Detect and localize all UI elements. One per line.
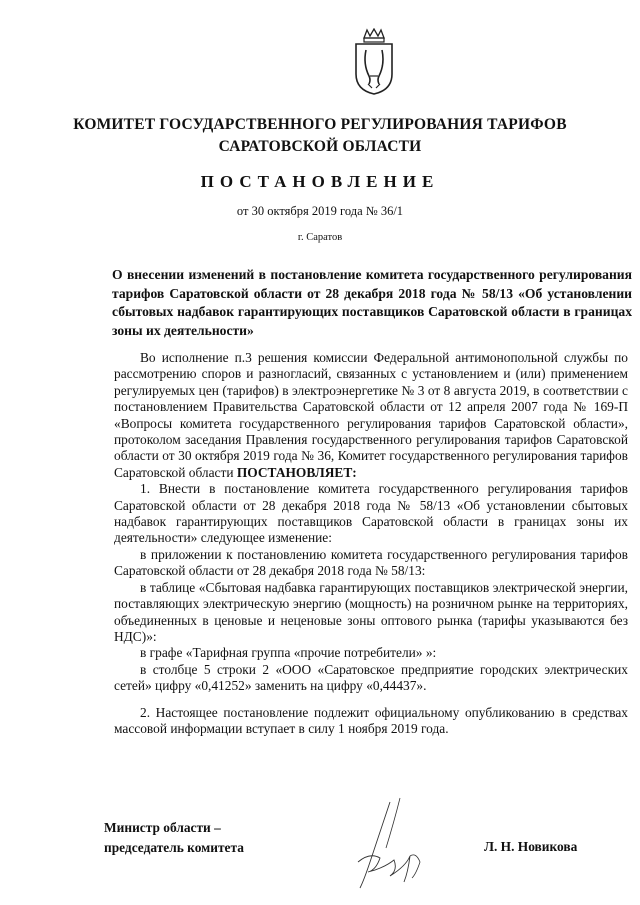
preamble-paragraph xyxy=(114,350,628,481)
document-date-number: от 30 октября 2019 года № 36/1 xyxy=(236,204,404,218)
coat-of-arms-icon xyxy=(350,28,398,96)
decree-word: ПОСТАНОВЛЯЕТ: xyxy=(236,464,357,480)
committee-name-line1: КОМИТЕТ ГОСУДАРСТВЕННОГО РЕГУЛИРОВАНИЯ ТАРИФОВ xyxy=(73,116,567,133)
item-2-paragraph: 2. Настоящее постановление подлежит официальному опубликованию в средствах массовой информации вступает в силу 1 ноября 2019 года. xyxy=(114,704,628,736)
document-type-title: ПОСТАНОВЛЕНИЕ xyxy=(200,172,440,191)
item-1-table-paragraph: в таблице «Сбытовая надбавка гарантирующих поставщиков электрической энергии, поставляющих электрическую энергию (мощность) на розничном рынке на территориях, объединенных в ценовые и неценовые зоны оптового рынка (тарифы указываются без НДС)»: xyxy=(114,579,628,644)
item-1-column-paragraph: в графе «Тарифная группа «прочие потребители» »: xyxy=(140,645,437,661)
committee-name-line2: САРАТОВСКОЙ ОБЛАСТИ xyxy=(218,138,422,155)
item-1-paragraph: 1. Внести в постановление комитета государственного регулирования тарифов Саратовской области от 28 декабря 2018 года № 58/13 «Об установлении сбытовых надбавок гарантирующих поставщиков Саратовской области в границах зоны их деятельности» следующее изменение: xyxy=(114,481,628,546)
signatory-position-line1: Министр области – xyxy=(104,820,221,835)
document-place: г. Саратов xyxy=(297,232,343,243)
signatory-name: Л. Н. Новикова xyxy=(484,839,578,854)
item-1-annex-paragraph: в приложении к постановлению комитета государственного регулирования тарифов Саратовской области от 28 декабря 2018 года № 58/13: xyxy=(114,546,628,579)
handwritten-signature-icon xyxy=(350,792,436,896)
signatory-position-line2: председатель комитета xyxy=(104,840,244,855)
item-1-change-paragraph: в столбце 5 строки 2 «ООО «Саратовское предприятие городских электрических сетей» цифру «0,41252» заменить на цифру «0,44437». xyxy=(114,661,628,694)
preamble-text: Во исполнение п.3 решения комиссии Федеральной антимонопольной службы по рассмотрению споров и разногласий, связанных с установлением и (или) применением регулируемых цен (тарифов) в электроэнергетике № 3 от 8 августа 2019, в соответствии с постановлением Правительства Саратовской области от 12 апреля 2007 года № 169-П «Вопросы комитета государственного регулирования тарифов Саратовской области», протоколом заседания Правления государственного регулирования тарифов Саратовской области от 30 октября 2019 года № 36, Комитет государственного регулирования тарифов Саратовской области xyxy=(114,350,628,480)
document-body xyxy=(114,350,628,737)
document-subject: О внесении изменений в постановление комитета государственного регулирования тарифов Саратовской области от 28 декабря 2018 года № 58/13 «Об установлении сбытовых надбавок гарантирующих поставщиков Саратовской области в границах зоны их деятельности» xyxy=(112,267,632,338)
signatory-position xyxy=(104,818,244,858)
